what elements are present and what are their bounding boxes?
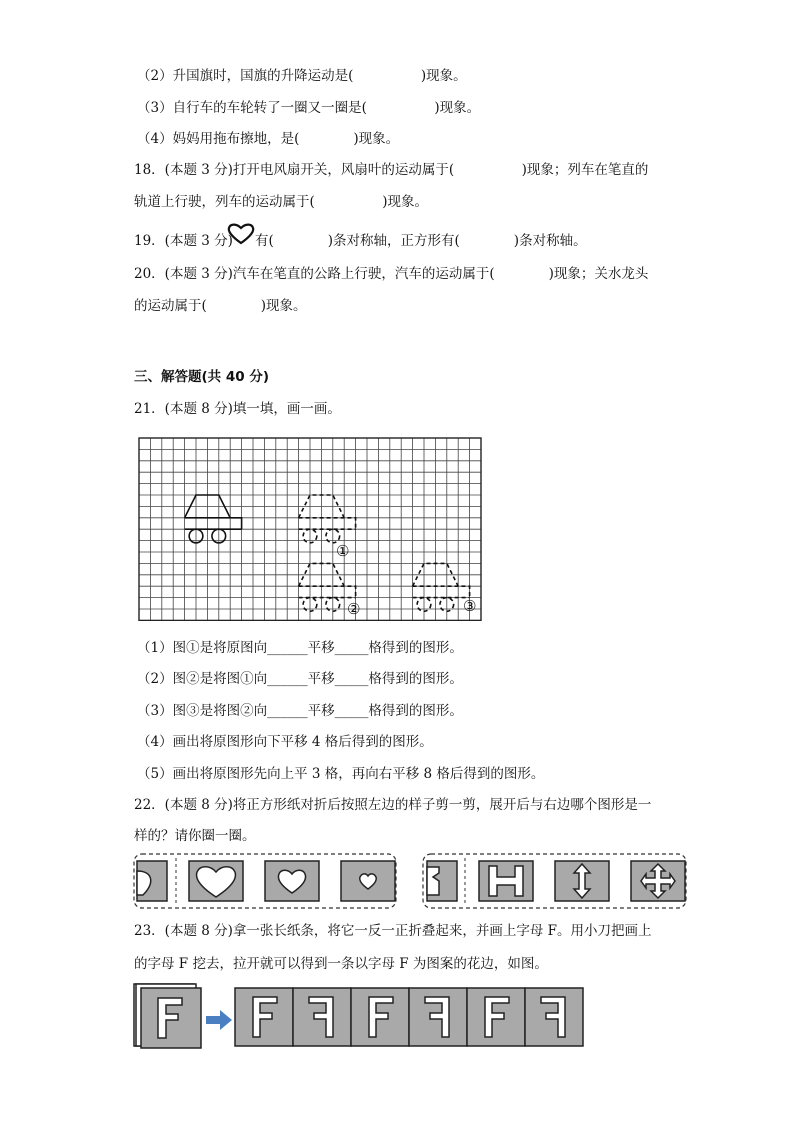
folded-paper-stack — [134, 984, 201, 1048]
q21-2: （2）图②是将图①向______平移_____格得到的图形。 — [137, 671, 463, 687]
figure-3-label: ③ — [463, 597, 477, 615]
cross-arrow-option — [631, 861, 685, 901]
q21-3: （3）图③是将图②向______平移_____格得到的图形。 — [137, 703, 463, 719]
q23-line1: 23．(本题 8 分)拿一张长纸条，将它一反一正折叠起来，并画上字母 F。用小刀把画上 — [134, 923, 652, 939]
cut-paper-panels — [133, 853, 693, 911]
translated-car-shape — [299, 495, 356, 543]
q21-4: （4）画出将原图形向下平移 4 格后得到的图形。 — [137, 734, 433, 750]
q21-5: （5）画出将原图形先向上平 3 格，再向右平移 8 格后得到的图形。 — [137, 766, 545, 782]
section-title: 三、解答题(共 40 分) — [134, 369, 270, 385]
original-car-shape — [185, 495, 242, 543]
q22-line1: 22．(本题 8 分)将正方形纸对折后按照左边的样子剪一剪，展开后与右边哪个图形是一 — [134, 797, 652, 813]
q19-prefix: 19．(本题 3 分) — [134, 233, 233, 249]
q19-rest: 有( )条对称轴，正方形有( )条对称轴。 — [255, 233, 587, 249]
heart-option-small — [341, 861, 395, 901]
translation-grid — [138, 437, 486, 621]
q18-line2: 轨道上行驶，列车的运动属于( )现象。 — [134, 194, 429, 210]
q17-4: （4）妈妈用拖布擦地，是( )现象。 — [137, 131, 400, 147]
lace-strip — [235, 988, 583, 1046]
h-shape-option — [479, 861, 533, 901]
folded-arrow-template — [427, 861, 457, 901]
heart-option-medium — [265, 861, 319, 901]
q20-line2: 的运动属于( )现象。 — [134, 298, 307, 314]
q17-3: （3）自行车的车轮转了一圈又一圈是( )现象。 — [137, 100, 481, 116]
q20-line1: 20．(本题 3 分)汽车在笔直的公路上行驶，汽车的运动属于( )现象；关水龙头 — [134, 266, 649, 282]
q18-line1: 18．(本题 3 分)打开电风扇开关，风扇叶的运动属于( )现象；列车在笔直的 — [134, 162, 649, 178]
figure-2-label: ② — [347, 600, 361, 618]
double-arrow-option — [555, 861, 609, 901]
q23-line2: 的字母 F 挖去，拉开就可以得到一条以字母 F 为图案的花边，如图。 — [134, 956, 548, 972]
q21-title: 21．(本题 8 分)填一填，画一画。 — [134, 401, 341, 417]
translated-car-shape — [413, 563, 470, 611]
figure-1-label: ① — [336, 542, 350, 560]
heart-outline-icon — [226, 222, 256, 246]
q17-2: （2）升国旗时，国旗的升降运动是( )现象。 — [137, 68, 467, 84]
right-arrow-icon — [206, 1010, 232, 1030]
heart-option-large — [189, 861, 243, 901]
q21-1: （1）图①是将原图向______平移_____格得到的图形。 — [137, 640, 463, 656]
q22-line2: 样的？请你圈一圈。 — [134, 828, 256, 844]
folded-heart-template — [137, 861, 167, 901]
f-lace-figure — [130, 978, 590, 1050]
